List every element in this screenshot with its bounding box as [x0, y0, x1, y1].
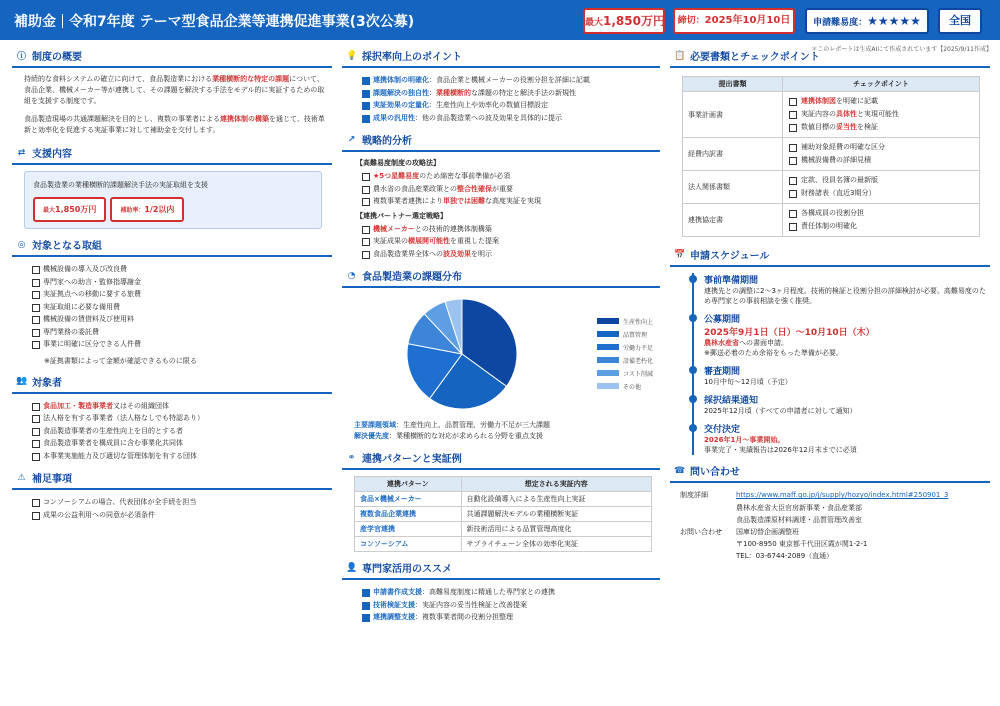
patterns-section: ⚭ 連携パターンと実証例 連携パターン 想定される実証内容 食品×機械メーカー 自動化設備導入による生産性向上実証 複数食品企業連携 共通課題解決モデルの業種横断実証 産学官連携 新技術活用による品質管理高度化 コンソーシアム サプライチェーン全体の効率化実証	[342, 448, 660, 552]
table-row: 食品×機械メーカー 自動化設備導入による生産性向上実証	[355, 492, 652, 507]
strategy-section: ↗ 戦略的分析 【高難易度制度の攻略法】 ★5つ星難易度のため綿密な事前準備が必須 農水省の食品産業政策との整合性確保が重要 複数事業者連携により単独では困難な高度実証を実現 【連携パートナー選定戦略】 機械メーカーとの技術的連携体制構築 実証成果の横展開可能性を重視した提案 食品製造業界全体への波及効果を明示	[342, 130, 660, 260]
check-item: 補助対象経費の明確な区分	[783, 141, 979, 154]
table-row: 法人関係書類 定款、役員名簿の最新版 財務諸表（直近3期分）	[683, 171, 980, 204]
table-header: 連携パターン	[355, 477, 462, 492]
ai-note: ＊このレポートは生成AIにて作成されています【2025/9/11作成】	[811, 46, 992, 53]
table-row: 産学官連携 新技術活用による品質管理高度化	[355, 522, 652, 537]
difficulty-badge: 申請難易度：★★★★★	[805, 8, 929, 34]
bulb-icon: 💡	[346, 50, 358, 61]
support-rate-badge: 補助率：1/2以内	[110, 197, 184, 222]
schedule-step: 採択結果通知 2025年12月頃（すべての申請者に対して通知）	[704, 393, 990, 416]
table-row: 連携協定書 各構成員の役割分担 責任体制の明確化	[683, 204, 980, 237]
table-row: 複数食品企業連携 共通課題解決モデルの業種横断実証	[355, 507, 652, 522]
deadline-badge: 締切：2025年10月10日	[673, 8, 795, 34]
link-icon: ⚭	[347, 452, 356, 463]
point-item: 成果の汎用性：他の食品製造業への波及効果を具体的に提示	[342, 112, 660, 125]
table-row: 経費内訳書 補助対象経費の明確な区分 機械設備費の詳細見積	[683, 138, 980, 171]
info-icon: ⓘ	[16, 52, 26, 62]
users-icon: 👥	[16, 376, 28, 386]
targets-section: ◎ 対象となる取組 機械設備の導入及び改良費 専門家への助言・監修指導謝金 実証拠点への移動に要する旅費 実証取組に必要な備用費 機械設備の賃借料及び使用料 専門業務の委託費 事業に明確に区分できる人件費 ※証拠書類によって金額が確認できるものに限る	[12, 235, 332, 366]
legend-label: 品質管理	[623, 332, 648, 339]
table-row: コンソーシアム サプライチェーン全体の効率化実証	[355, 537, 652, 552]
docs-table	[682, 76, 980, 237]
clipboard-icon: 📋	[674, 50, 686, 61]
check-item: 数値目標の妥当性を検証	[783, 121, 979, 134]
phone-icon: ☎	[674, 465, 686, 476]
table-row: 事業計画書 連携体制図を明確に記載 実証内容の具体性と実現可能性 数値目標の妥当性を検証	[683, 92, 980, 138]
schedule-step: 公募期間 2025年9月1日（日）〜10月10日（木） 農林水産省への書面申請。 ※郵送必着のため余裕をもった準備が必要。	[704, 312, 990, 358]
chart-section: ◔ 食品製造業の課題分布 生産性向上 品質管理 労働力不足 設備老朽化 コスト削減 その他 主要課題領域：生産性向上、品質管理、労働力不足が三大課題 解決優先度：業種横断的な対応が求められる分野を重点支援	[342, 266, 660, 442]
detail-link[interactable]: https://www.maff.go.jp/j/supply/hozyo/index.html#250901_3	[736, 491, 949, 499]
list-item: 本事業実施能力及び適切な管理体制を有する団体	[12, 450, 332, 463]
experts-section: 👤 専門家活用のススメ 申請書作成支援：高難易度制度に精通した専門家との連携 技術検証支援：実証内容の妥当性検証と改善提案 連携調整支援：複数事業者間の役割分担整理	[342, 558, 660, 624]
expert-item: 技術検証支援：実証内容の妥当性検証と改善提案	[342, 599, 660, 612]
docs-section: 📋 必要書類とチェックポイント 提出書類 チェックポイント 事業計画書 連携体制図を明確に記載 実証内容の具体性と実現可能性 数値目標の妥当性を検証 経費内訳書 補助対象経費の明確な区分 機械設備費の詳細見積 法人関係書類 定款、役員名簿の最新版 財務諸表（直近3期分） 連携協定書 各構成員の役割分担 責任体制の明確化	[670, 46, 990, 237]
schedule-section: 📅 申請スケジュール 事前準備期間 連携先との調整に2〜3ヶ月程度。技術的検証と役割分担の詳細検討が必要。高難易度のため専門家との事前相談を強く推奨。 公募期間 2025年9月1日（日）〜10月10日（木） 農林水産省への書面申請。 ※郵送必着のため余裕をもった準備が必要。 審査期間 10月中旬〜12月頃（予定） 採択結果通知 2025年12月頃（すべての申請者に対して通知） 交付決定 2026年1月〜事業開始。 事業完了・実績報告は2026年12月末までに必須	[670, 245, 990, 455]
expert-item: 連携調整支援：複数事業者間の役割分担整理	[342, 611, 660, 624]
patterns-table	[354, 476, 652, 552]
legend-swatch	[597, 383, 619, 389]
support-max-badge: 最大1,850万円	[33, 197, 106, 222]
warning-icon: ⚠	[17, 472, 26, 483]
point-item: 課題解決の独自性：業種横断的な課題の特定と解決手法の新規性	[342, 87, 660, 100]
list-item: 機械設備の賃借料及び使用料	[12, 313, 332, 326]
pie-chart	[342, 294, 660, 412]
chart-line-icon: ↗	[347, 134, 356, 145]
expert-item: 申請書作成支援：高難易度制度に精通した専門家との連携	[342, 586, 660, 599]
check-item: 各構成員の役割分担	[783, 207, 979, 220]
pie-icon: ◔	[347, 270, 356, 281]
contact-line: 〒100-8950 東京都千代田区霞が関1-2-1	[736, 540, 868, 548]
legend-swatch	[597, 370, 619, 376]
list-item: 事業に明確に区分できる人件費	[12, 338, 332, 351]
check-item: 財務諸表（直近3期分）	[783, 187, 979, 200]
expert-icon: 👤	[346, 562, 358, 573]
list-item: 食品製造事業者の生産性向上を目的とする者	[12, 425, 332, 438]
region-badge: 全国	[938, 8, 982, 34]
legend-label: その他	[623, 384, 642, 391]
page-title: 補助金 令和7年度 テーマ型食品企業等連携促進事業(3次公募)	[14, 14, 415, 30]
legend-label: 労働力不足	[623, 345, 654, 352]
check-item: 定款、役員名簿の最新版	[783, 174, 979, 187]
table-header: 想定される実証内容	[461, 477, 651, 492]
legend-label: 生産性向上	[623, 319, 654, 326]
schedule-step: 事前準備期間 連携先との調整に2〜3ヶ月程度。技術的検証と役割分担の詳細検討が必要。高難易度のため専門家との事前相談を強く推奨。	[704, 273, 990, 306]
check-item: 機械設備費の詳細見積	[783, 154, 979, 167]
list-item: 法人格を有する事業者（法人格なしでも特認あり）	[12, 412, 332, 425]
supplement-section: ⚠ 補足事項 コンソーシアムの場合、代表団体が全手続を担当 成果の公益利用への同意が必須条件	[12, 468, 332, 521]
calendar-icon: 📅	[674, 249, 686, 260]
check-item: 実証内容の具体性と実現可能性	[783, 108, 979, 121]
legend-swatch	[597, 357, 619, 363]
contact-section: ☎ 問い合わせ 制度詳細 https://www.maff.go.jp/j/supply/hozyo/index.html#250901_3 お問い合わせ 農林水産省大臣官房新事業・食品産業部 食品製造課原材料調達・品質管理改善室 国庫切替企画調整班 〒100-8950 東京都千代田区霞が関1-2-1 TEL：03-6744-2089（直通）	[670, 461, 990, 563]
legend-label: コスト削減	[623, 371, 654, 378]
contact-line: 国庫切替企画調整班	[736, 528, 799, 536]
list-item: 専門家への助言・監修指導謝金	[12, 276, 332, 289]
schedule-step: 交付決定 2026年1月〜事業開始。 事業完了・実績報告は2026年12月末までに必須	[704, 422, 990, 455]
list-item: 実証拠点への移動に要する旅費	[12, 288, 332, 301]
handshake-icon: ⇄	[17, 147, 26, 158]
check-item: 連携体制図を明確に記載	[783, 95, 979, 108]
list-item: 成果の公益利用への同意が必須条件	[12, 509, 332, 522]
list-item: 実証取組に必要な備用費	[12, 301, 332, 314]
legend-swatch	[597, 318, 619, 324]
target-icon: ◎	[17, 239, 26, 250]
list-item: 食品製造事業者を構成員に含む事業化共同体	[12, 437, 332, 450]
list-item: 機械設備の導入及び改良費	[12, 263, 332, 276]
point-item: 実証効果の定量化：生産性向上や効率化の数値目標設定	[342, 99, 660, 112]
table-header: チェックポイント	[783, 77, 980, 92]
eligible-section: 👥 対象者 食品加工・製造事業者又はその組織団体 法人格を有する事業者（法人格なしでも特認あり） 食品製造事業者の生産性向上を目的とする者 食品製造事業者を構成員に含む事業化共同体 本事業実施能力及び適切な管理体制を有する団体	[12, 372, 332, 463]
legend-swatch	[597, 344, 619, 350]
legend-label: 設備老朽化	[623, 358, 654, 365]
schedule-step: 審査期間 10月中旬〜12月頃（予定）	[704, 364, 990, 387]
points-section: 💡 採択率向上のポイント 連携体制の明確化：食品企業と機械メーカーの役割分担を詳細に記載 課題解決の独自性：業種横断的な課題の特定と解決手法の新規性 実証効果の定量化：生産性向上や効率化の数値目標設定 成果の汎用性：他の食品製造業への波及効果を具体的に提示	[342, 46, 660, 124]
table-header: 提出書類	[683, 77, 783, 92]
contact-line: 農林水産省大臣官房新事業・食品産業部	[736, 504, 862, 512]
list-item: コンソーシアムの場合、代表団体が全手続を担当	[12, 496, 332, 509]
overview-section: ⓘ 制度の概要 持続的な食料システムの確立に向けて、食品製造業における業種横断的な特定の課題について、食品企業、機械メーカー等が連携して、その課題を解決する手法をモデル的に実証するための取組を支援する制度です。 食品製造現場の共通課題解決を目的とし、複数の事業者による連携体制の構築を通じて、技術革新と効率化を促進する実証事業に対して補助金を交付します。	[12, 46, 332, 136]
check-item: 責任体制の明確化	[783, 220, 979, 233]
contact-line: TEL：03-6744-2089（直通）	[736, 552, 834, 560]
max-amount-badge: 最大1,850万円	[583, 8, 665, 34]
point-item: 連携体制の明確化：食品企業と機械メーカーの役割分担を詳細に記載	[342, 74, 660, 87]
list-item: 専門業務の委託費	[12, 326, 332, 339]
legend-swatch	[597, 331, 619, 337]
header-bar	[0, 0, 1000, 40]
support-section: ⇄ 支援内容 食品製造業の業種横断的課題解決手法の実証取組を支援 最大1,850万円 補助率：1/2以内	[12, 143, 332, 229]
contact-line: 食品製造課原材料調達・品質管理改善室	[736, 516, 862, 524]
